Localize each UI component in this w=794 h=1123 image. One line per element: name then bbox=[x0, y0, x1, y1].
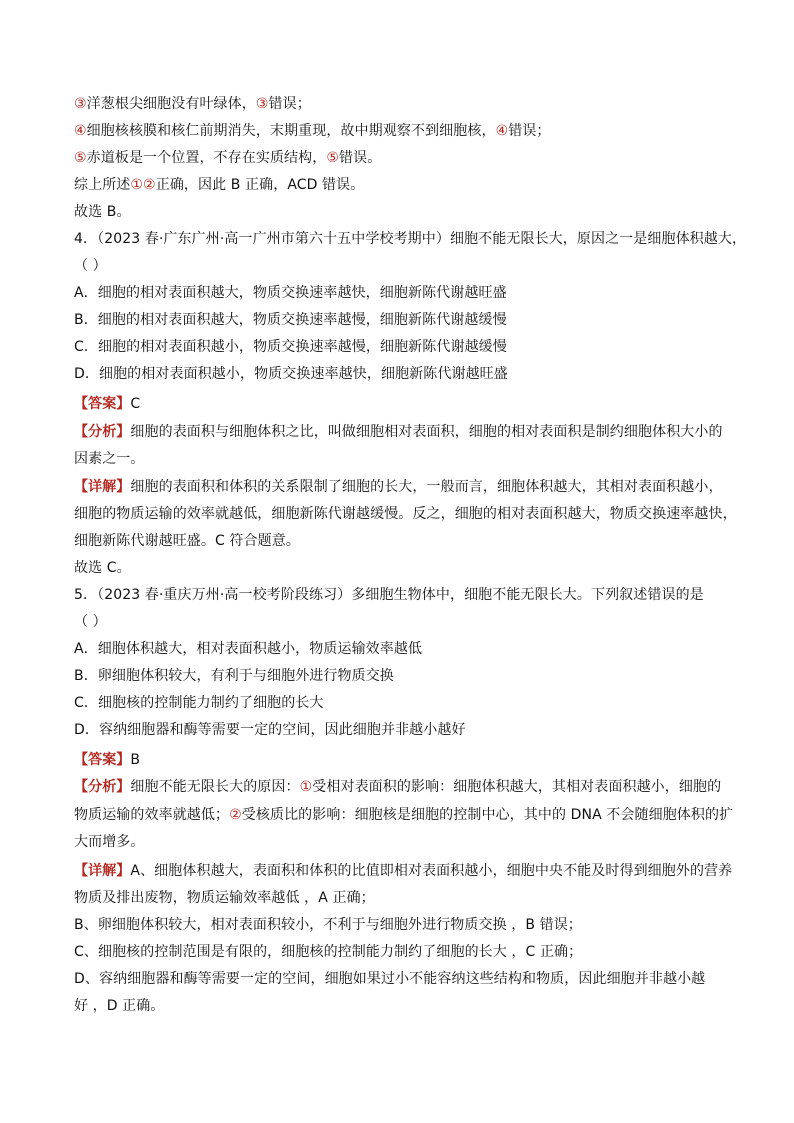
circled-num: ① bbox=[299, 779, 313, 795]
circled-num: ⑤ bbox=[326, 150, 340, 166]
question-4-answer: 【答案】C bbox=[74, 396, 141, 412]
analysis-tag: 【分析】 bbox=[74, 779, 131, 795]
question-4-detail-cont: 细胞的物质运输的效率就越低，细胞新陈代谢越缓慢。反之，细胞的相对表面积越大，物质交换速率越快， bbox=[74, 506, 737, 522]
question-4-option-a: A．细胞的相对表面积越大，物质交换速率越快，细胞新陈代谢越旺盛 bbox=[74, 285, 507, 301]
circled-num: ④ bbox=[74, 123, 87, 139]
question-5-analysis-cont: 大而增多。 bbox=[74, 834, 145, 850]
circled-num: ③ bbox=[255, 96, 269, 112]
question-5-analysis-cont: 物质运输的效率就越低；②受核质比的影响：细胞核是细胞的控制中心，其中的 DNA 不会随细胞体积的扩 bbox=[74, 807, 734, 823]
question-4-option-d: D．细胞的相对表面积越小，物质交换速率越快，细胞新陈代谢越旺盛 bbox=[74, 366, 508, 382]
line-choose: 故选 B。 bbox=[74, 204, 131, 220]
line-point-5: ⑤赤道板是一个位置，不存在实质结构，⑤错误。 bbox=[74, 150, 382, 166]
question-5-paren: （ ） bbox=[74, 614, 107, 630]
detail-tag: 【详解】 bbox=[74, 863, 131, 879]
line-point-4: ④细胞核核膜和核仁前期消失，末期重现，故中期观察不到细胞核，④错误； bbox=[74, 123, 551, 139]
question-4-detail-cont: 细胞新陈代谢越旺盛。C 符合题意。 bbox=[74, 533, 300, 549]
question-5-detail-d: D、容纳细胞器和酶等需要一定的空间，细胞如果过小不能容纳这些结构和物质，因此细胞并非越小越 bbox=[74, 971, 706, 987]
question-5-option-a: A．细胞体积越大，相对表面积越小，物质运输效率越低 bbox=[74, 641, 423, 657]
circled-num: ③ bbox=[74, 96, 87, 112]
question-4-paren: （ ） bbox=[74, 258, 107, 274]
circled-num: ⑤ bbox=[74, 150, 87, 166]
question-5-stem: 5．（2023 春·重庆万州·高一校考阶段练习）多细胞生物体中，细胞不能无限长大。下列叙述错误的是 bbox=[74, 587, 704, 603]
answer-tag: 【答案】 bbox=[74, 396, 131, 412]
question-5-option-b: B．卵细胞体积较大，有利于与细胞外进行物质交换 bbox=[74, 668, 394, 684]
question-5-detail: 【详解】A、细胞体积越大，表面积和体积的比值即相对表面积越小，细胞中央不能及时得到细胞外的营养 bbox=[74, 863, 733, 879]
circled-num: ④ bbox=[495, 123, 509, 139]
analysis-tag: 【分析】 bbox=[74, 424, 131, 440]
detail-tag: 【详解】 bbox=[74, 479, 131, 495]
question-4-option-c: C．细胞的相对表面积越小，物质交换速率越慢，细胞新陈代谢越缓慢 bbox=[74, 339, 507, 355]
question-4-analysis: 【分析】细胞的表面积与细胞体积之比，叫做细胞相对表面积，细胞的相对表面积是制约细胞体积大小的 bbox=[74, 424, 723, 440]
question-4-option-b: B．细胞的相对表面积越大，物质交换速率越慢，细胞新陈代谢越缓慢 bbox=[74, 312, 507, 328]
question-5-option-c: C．细胞核的控制能力制约了细胞的长大 bbox=[74, 695, 324, 711]
circled-num: ①② bbox=[130, 177, 156, 193]
question-5-analysis: 【分析】细胞不能无限长大的原因：①受相对表面积的影响：细胞体积越大，其相对表面积越小，细胞的 bbox=[74, 779, 722, 795]
question-5-answer: 【答案】B bbox=[74, 752, 141, 768]
question-5-option-d: D．容纳细胞器和酶等需要一定的空间，因此细胞并非越小越好 bbox=[74, 722, 466, 738]
circled-num: ② bbox=[229, 807, 242, 823]
question-5-detail-cont: 物质及排出废物，物质运输效率越低 ，A 正确； bbox=[74, 890, 375, 906]
question-5-detail-b: B、卵细胞体积较大，相对表面积较小，不利于与细胞外进行物质交换 ，B 错误； bbox=[74, 917, 582, 933]
question-5-detail-d-cont: 好 ，D 正确。 bbox=[74, 998, 165, 1014]
question-4-choose: 故选 C。 bbox=[74, 560, 131, 576]
line-point-3: ③洋葱根尖细胞没有叶绿体，③错误； bbox=[74, 96, 311, 112]
question-4-analysis-cont: 因素之一。 bbox=[74, 451, 145, 467]
line-summary: 综上所述①②正确，因此 B 正确，ACD 错误。 bbox=[74, 177, 365, 193]
question-4-detail: 【详解】细胞的表面积和体积的关系限制了细胞的长大，一般而言，细胞体积越大，其相对表面积越小， bbox=[74, 479, 723, 495]
question-4-stem: 4．（2023 春·广东广州·高一广州市第六十五中学校考期中）细胞不能无限长大，原因之一是细胞体积越大， bbox=[74, 231, 747, 247]
question-5-detail-c: C、细胞核的控制范围是有限的，细胞核的控制能力制约了细胞的长大 ，C 正确； bbox=[74, 944, 583, 960]
answer-tag: 【答案】 bbox=[74, 752, 131, 768]
